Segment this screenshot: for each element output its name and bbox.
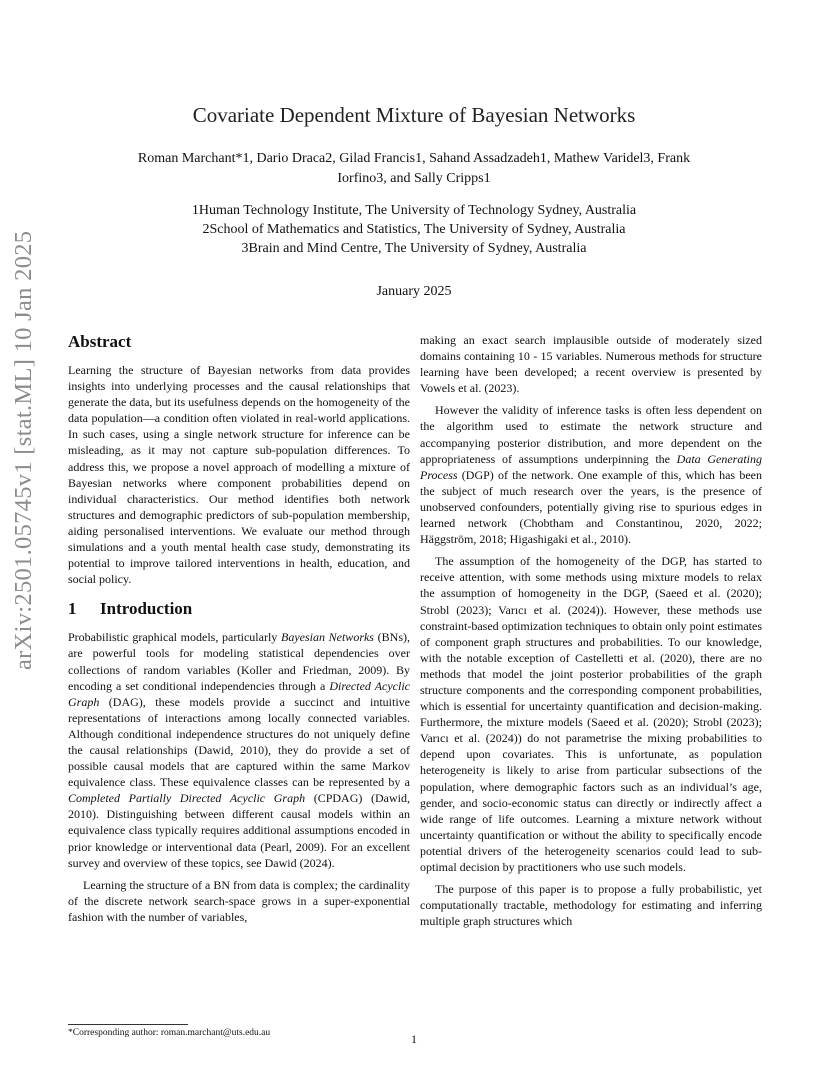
introduction-heading xyxy=(68,599,410,619)
intro-paragraph-1 xyxy=(68,629,410,870)
text-run: (DAG), these models provide a succinct and intuitive representations of interactions among locally connected variables. Although conditional independence structures do not uniquely define the causal relationships (Dawid, 2010), they do provide a set of possible causal models that are captured within the same Markov equivalence class. These equivalence classes can be represented by a xyxy=(68,694,410,790)
authors-line-2: Iorfino3, and Sally Cripps1 xyxy=(337,171,491,186)
right-paragraph-0: making an exact search implausible outside of moderately sized domains containing 10 - 15 variables. Numerous methods for structure learning have been developed; a recent overview is presented by Vowels et al. (2023). xyxy=(420,333,762,396)
emphasis: Bayesian Networks xyxy=(280,630,374,645)
abstract-text: Learning the structure of Bayesian networks from data provides insights into underlying processes and the causal relationships that generate the data, but its usefulness depends on the homogeneity of the data population—a condition often violated in real-world applications. In such cases, using a single network structure for inference can be misleading, as it may not capture sub-population differences. To address this, we propose a novel approach of modelling a mixture of Bayesian networks where component probabilities depend on individual characteristics. Our method identifies both network structures and demographic predictors of sub-population membership, aiding personalised interventions. We evaluate our method through simulations and a youth mental health case study, demonstrating its potential to improve tailored interventions in health, education, and social policy. xyxy=(68,363,410,587)
text-run: (BNs), are powerful tools for modeling statistical dependencies over collections of random variables (Koller and Friedman, 2009). By encoding a set conditional independencies through a xyxy=(68,630,410,693)
text-run: Probabilistic graphical models, particularly xyxy=(68,630,281,645)
page-number: 1 xyxy=(411,1032,417,1046)
author-list xyxy=(70,149,758,189)
emphasis: Completed Partially Directed Acyclic Graph xyxy=(68,791,306,806)
text-run: (CPDAG) (Dawid, 2010). Distinguishing between different causal models within an equivalence class typically requires additional assumptions encoded in prior knowledge or interventional data (Pearl, 2009). For an excellent survey and overview of these topics, see Dawid (2024). xyxy=(68,791,410,870)
affiliation-2: 2School of Mathematics and Statistics, The University of Sydney, Australia xyxy=(202,222,626,237)
affiliation-1: 1Human Technology Institute, The University of Technology Sydney, Australia xyxy=(191,203,637,218)
footnote-divider xyxy=(68,1024,188,1025)
right-column xyxy=(420,332,762,935)
affiliations xyxy=(70,201,758,258)
arxiv-stamp[interactable]: arXiv:2501.05745v1 [stat.ML] 10 Jan 2025 xyxy=(10,230,37,670)
section-title: Introduction xyxy=(100,599,193,619)
right-paragraph-1 xyxy=(420,402,762,547)
authors-line-1: Roman Marchant*1, Dario Draca2, Gilad Francis1, Sahand Assadzadeh1, Mathew Varidel3, Frank xyxy=(137,151,691,166)
section-number: 1 xyxy=(68,599,77,619)
right-paragraph-3: The purpose of this paper is to propose a fully probabilistic, yet computationally tractable, methodology for estimating and inferring multiple graph structures which xyxy=(420,882,762,929)
text-run: However the validity of inference tasks is often less dependent on the algorithm used to estimate the network structure and accompanying posterior distribution, and more dependent on the appropriateness of assumptions underpinning the xyxy=(420,403,762,466)
footnote[interactable]: *Corresponding author: roman.marchant@uts.edu.au xyxy=(68,1028,271,1038)
affiliation-3: 3Brain and Mind Centre, The University of Sydney, Australia xyxy=(241,241,587,256)
text-run: (DGP) of the network. One example of this, which has been the subject of much research over the years, is the presence of unobserved confounders, potentially giving rise to spurious edges in learned network (Chobtham and Constantinou, 2020, 2022; Häggström, 2018; Higashigaki et al., 2010). xyxy=(420,467,762,547)
emphasis: Data Generating Process xyxy=(420,451,763,482)
left-column xyxy=(68,332,410,931)
intro-paragraph-2: Learning the structure of a BN from data is complex; the cardinality of the discrete network search-space grows in a super-exponential fashion with the number of variables, xyxy=(68,877,410,924)
paper-title: Covariate Dependent Mixture of Bayesian Networks xyxy=(192,103,636,127)
paper-date: January 2025 xyxy=(376,284,452,299)
abstract-heading: Abstract xyxy=(68,332,132,351)
right-paragraph-2: The assumption of the homogeneity of the DGP, has started to receive attention, with some methods using mixture models to relax the assumption of homogeneity in the DGP, (Saeed et al. (2020); Strobl (2023); Varıcı et al. (2024)). However, these methods use constraint-based optimization techniques to obtain only point estimates of component graph structures and probabilities. To our knowledge, with the notable exception of Castelletti et al. (2020), there are no methods that model the joint posterior probabilities of the graph structure components and the corresponding component probabilities, which is essential for uncertainty quantification and decision-making. Furthermore, the mixture models (Saeed et al. (2020); Strobl (2023); Varıcı et al. (2024)) do not parametrise the mixing probabilities to depend upon covariates. This is unfortunate, as population heterogeneity is likely to arise from particular subsections of the population, where demographic factors such as an individual’s age, gender, and socio-economic status can directly or indirectly affect a wide range of life outcomes. Learning a mixture network without uncertainty quantification or without the ability to specifically encode potential drivers of the heterogeneity scenarios could lead to sub-optimal decision by practitioners who use such models. xyxy=(420,554,762,874)
emphasis: Directed Acyclic Graph xyxy=(68,678,410,709)
